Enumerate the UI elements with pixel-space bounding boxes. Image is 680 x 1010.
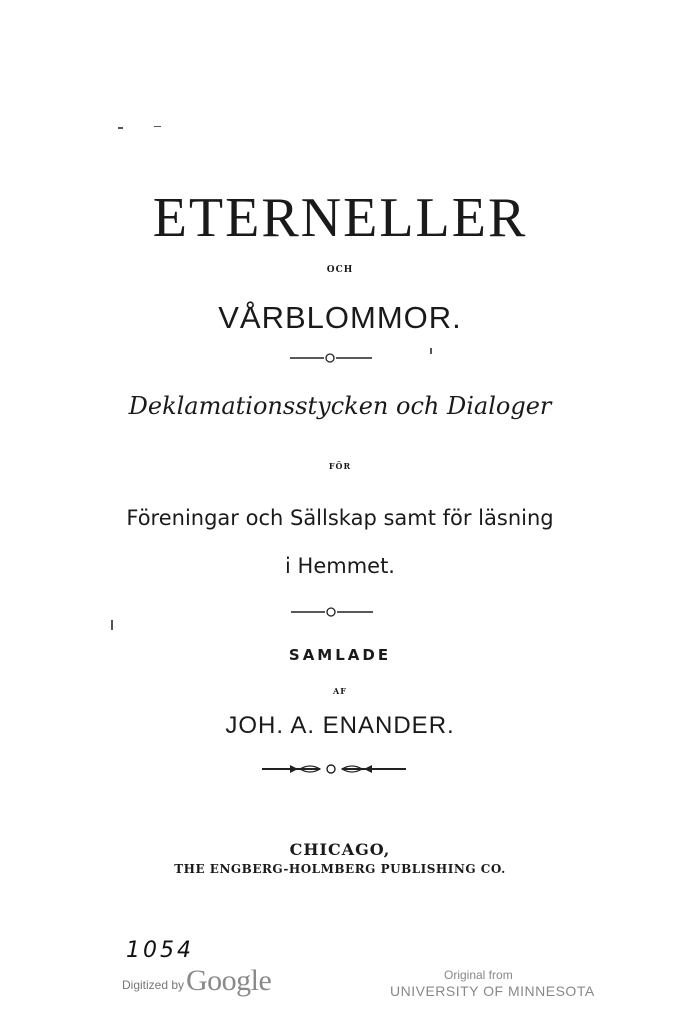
imprint-publisher: THE ENGBERG-HOLMBERG PUBLISHING CO.: [174, 862, 506, 876]
ornamental-rule: [0, 606, 680, 618]
institution-label: UNIVERSITY OF MINNESOTA: [390, 983, 595, 999]
audience-line-2: i Hemmet.: [285, 554, 395, 578]
ink-speck: [154, 126, 161, 127]
author-name: JOH. A. ENANDER.: [225, 712, 455, 739]
decorative-flourish: [0, 762, 680, 776]
digitized-by-label: Digitized by: [122, 978, 185, 992]
book-subtitle: VÅRBLOMMOR.: [218, 300, 462, 335]
connector-for: FÖR: [328, 461, 352, 471]
ink-speck: [118, 127, 123, 129]
google-logo: Google: [186, 964, 272, 997]
ink-speck: [111, 620, 113, 630]
handwritten-number: 1054: [126, 938, 194, 963]
connector-och: OCH: [326, 265, 354, 275]
book-title: ETERNELLER: [152, 187, 528, 249]
connector-af: AF: [333, 686, 347, 696]
collected-label: SAMLADE: [288, 646, 392, 664]
imprint-city: CHICAGO,: [289, 840, 391, 859]
description-line: Deklamationsstycken och Dialoger: [128, 392, 552, 420]
original-from-label: Original from: [444, 968, 513, 982]
audience-line-1: Föreningar och Sällskap samt för läsning: [126, 506, 554, 530]
ornamental-rule: [0, 352, 680, 364]
